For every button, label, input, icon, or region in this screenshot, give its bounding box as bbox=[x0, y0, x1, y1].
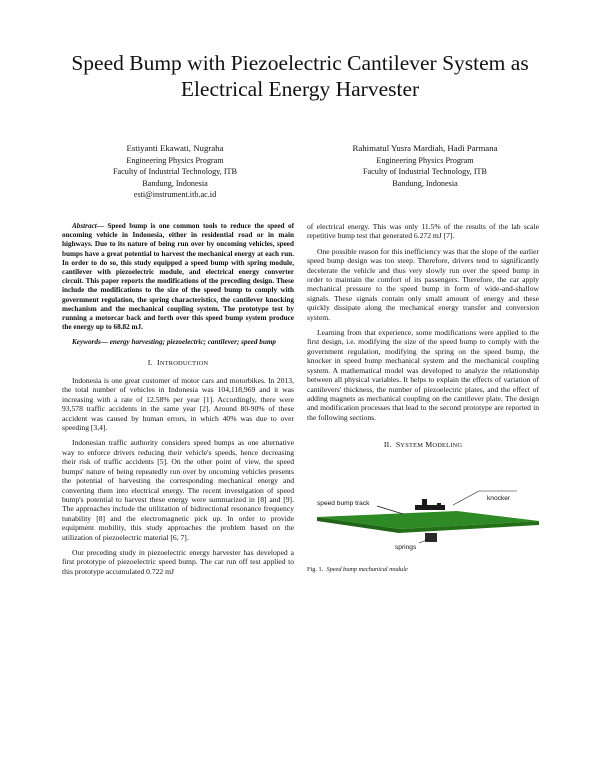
author-city: Bandung, Indonesia bbox=[142, 178, 208, 188]
author-name: Estiyanti Ekawati, Nugraha bbox=[126, 143, 224, 153]
intro-paragraph-1: Indonesia is one great customer of motor cars and motorbikes. In 2013, the total number of vehicles in Indonesia was 104,118,969 and it was increasing with a rate of 12.58% per year [1]. Accordingly, there were 93,578 traffic accidents in the same year [2]. Around 80-90% of these accident was caused by human errors, in which 40% was due to over speeding [3,4]. bbox=[62, 376, 294, 433]
intro-paragraph-3: Our preceding study in piezoelectric energy harvester has developed a first prototype of piezoelectric speed bump. The car run off test applied to this prototype accumulated 0.722 mJ bbox=[62, 547, 294, 576]
title-line-1: Speed Bump with Piezoelectric Cantilever System as bbox=[71, 51, 529, 75]
knocker-arrow-line bbox=[453, 491, 479, 505]
author-block-2 bbox=[310, 143, 540, 189]
keywords bbox=[62, 338, 294, 347]
keywords-label: Keywords— bbox=[72, 338, 108, 347]
author-block-1 bbox=[60, 143, 290, 200]
label-speed-bump-track: speed bump track bbox=[317, 499, 370, 507]
section-heading-introduction: I. INTRODUCTION bbox=[147, 357, 209, 367]
label-springs: springs bbox=[395, 543, 417, 551]
abstract-text: — Speed bump is one common tools to reduce the speed of oncoming vehicle in Indonesia, either in residential road or in main highways. Due to its nature of being run over by oncoming vehicles, speed bumps have a great potential to harvest the mechanical energy at each run. In order to do so, this study equipped a speed bump with spring module, cantilever with piezoelectric module, and electrical energy converter circuit. This paper reports the modifications of the preceding design. These include the modifications to the size of the speed bump to comply with government regulation, the spring characteristics, the cantilever knocking mechanism and the mechanical coupling system. The prototype test by running a motorcar back and forth over this speed bump system produce the energy up to 68.82 mJ. bbox=[62, 222, 294, 332]
left-column bbox=[62, 222, 294, 582]
title-line-2: Electrical Energy Harvester bbox=[180, 77, 420, 101]
abstract bbox=[62, 222, 294, 332]
knocker-post-2 bbox=[437, 503, 441, 508]
right-paragraph-1: of electrical energy. This was only 11.5% of the results of the lab scale repetitive bump test that generated 6.272 mJ [7]. bbox=[307, 222, 539, 241]
right-paragraph-2: One possible reason for this inefficiency was that the slope of the earlier speed bump design was too steep. Therefore, drivers tend to significantly decelerate the vehicle and thus very slowly run over the speed bump in order to maintain the comfort of its passengers. Therefore, the car apply mechanical pressure to the speed bump in form of wide-and-shallow signals. These signals contain only small amount of energy and these quickly dissipate along the mechanical energy transfer and conversion system. bbox=[307, 246, 539, 322]
figure-speed-bump-module bbox=[307, 459, 539, 579]
author-faculty: Faculty of Industrial Technology, ITB bbox=[112, 167, 238, 177]
author-dept: Engineering Physics Program bbox=[126, 156, 224, 166]
speed-bump-drawing bbox=[307, 459, 539, 579]
figure-caption bbox=[307, 565, 408, 574]
author-faculty: Faculty of Industrial Technology, ITB bbox=[362, 167, 488, 177]
paper-title bbox=[40, 50, 560, 102]
author-name: Rahimatul Yusra Mardiah, Hadi Parmana bbox=[352, 143, 498, 153]
author-dept: Engineering Physics Program bbox=[376, 156, 474, 166]
right-column bbox=[307, 222, 539, 579]
knocker-post bbox=[422, 499, 427, 507]
right-paragraph-3: Learning from that experience, some modifications were applied to the first design, i.e. modifying the size of the speed bump to comply with the government regulation, modifying the spring on the speed bump, the knocker in speed bump mechanical system and the mechanical coupling system. A mathematical model was developed to analyze the relationship between all physical variables. It helps to explain the effects of variation of cantilevers' thickness, the number of piezoelectric plates, and the effect of adding magnets as mechanical coupling on the cantilever plate. The design and modification processes that lead to the second prototype are reported in the following sections. bbox=[307, 328, 539, 422]
abstract-label: Abstract bbox=[72, 222, 97, 230]
caption-text: Speed bump mechanical module bbox=[326, 565, 408, 573]
section-heading-system-modeling: II. SYSTEM MODELING bbox=[383, 440, 463, 450]
label-knocker: knocker bbox=[487, 494, 511, 502]
caption-number: Fig. 1. bbox=[307, 565, 324, 573]
spring-housing bbox=[425, 533, 437, 542]
keywords-text: energy harvesting; piezoelectric; cantilever; speed bump bbox=[107, 338, 277, 347]
author-city: Bandung, Indonesia bbox=[392, 178, 458, 188]
intro-paragraph-2: Indonesian traffic authority considers speed bumps as one alternative way to enforce drivers reducing their vehicle's speeds, hence decreasing their risk of traffic accidents [5]. On the other point of view, the speed bumps' nature of being repeatedly run over by oncoming vehicles presents the potential of harvesting the corresponding mechanical energy and converting them into electrical energy. The recent investigation of speed bump's potential to harvest these energy were summarized in [8] and [9]. The approaches include the utilization of bidirectional resonance frequency tunability [8] and the electromagnetic pick up. In order to provide equipment mobility, this study approaches the problem based on the utilization of piezoelectric material [6, 7]. bbox=[62, 438, 294, 542]
author-email: esti@instrument.itb.ac.id bbox=[133, 189, 217, 199]
track-leader-line bbox=[377, 506, 403, 514]
